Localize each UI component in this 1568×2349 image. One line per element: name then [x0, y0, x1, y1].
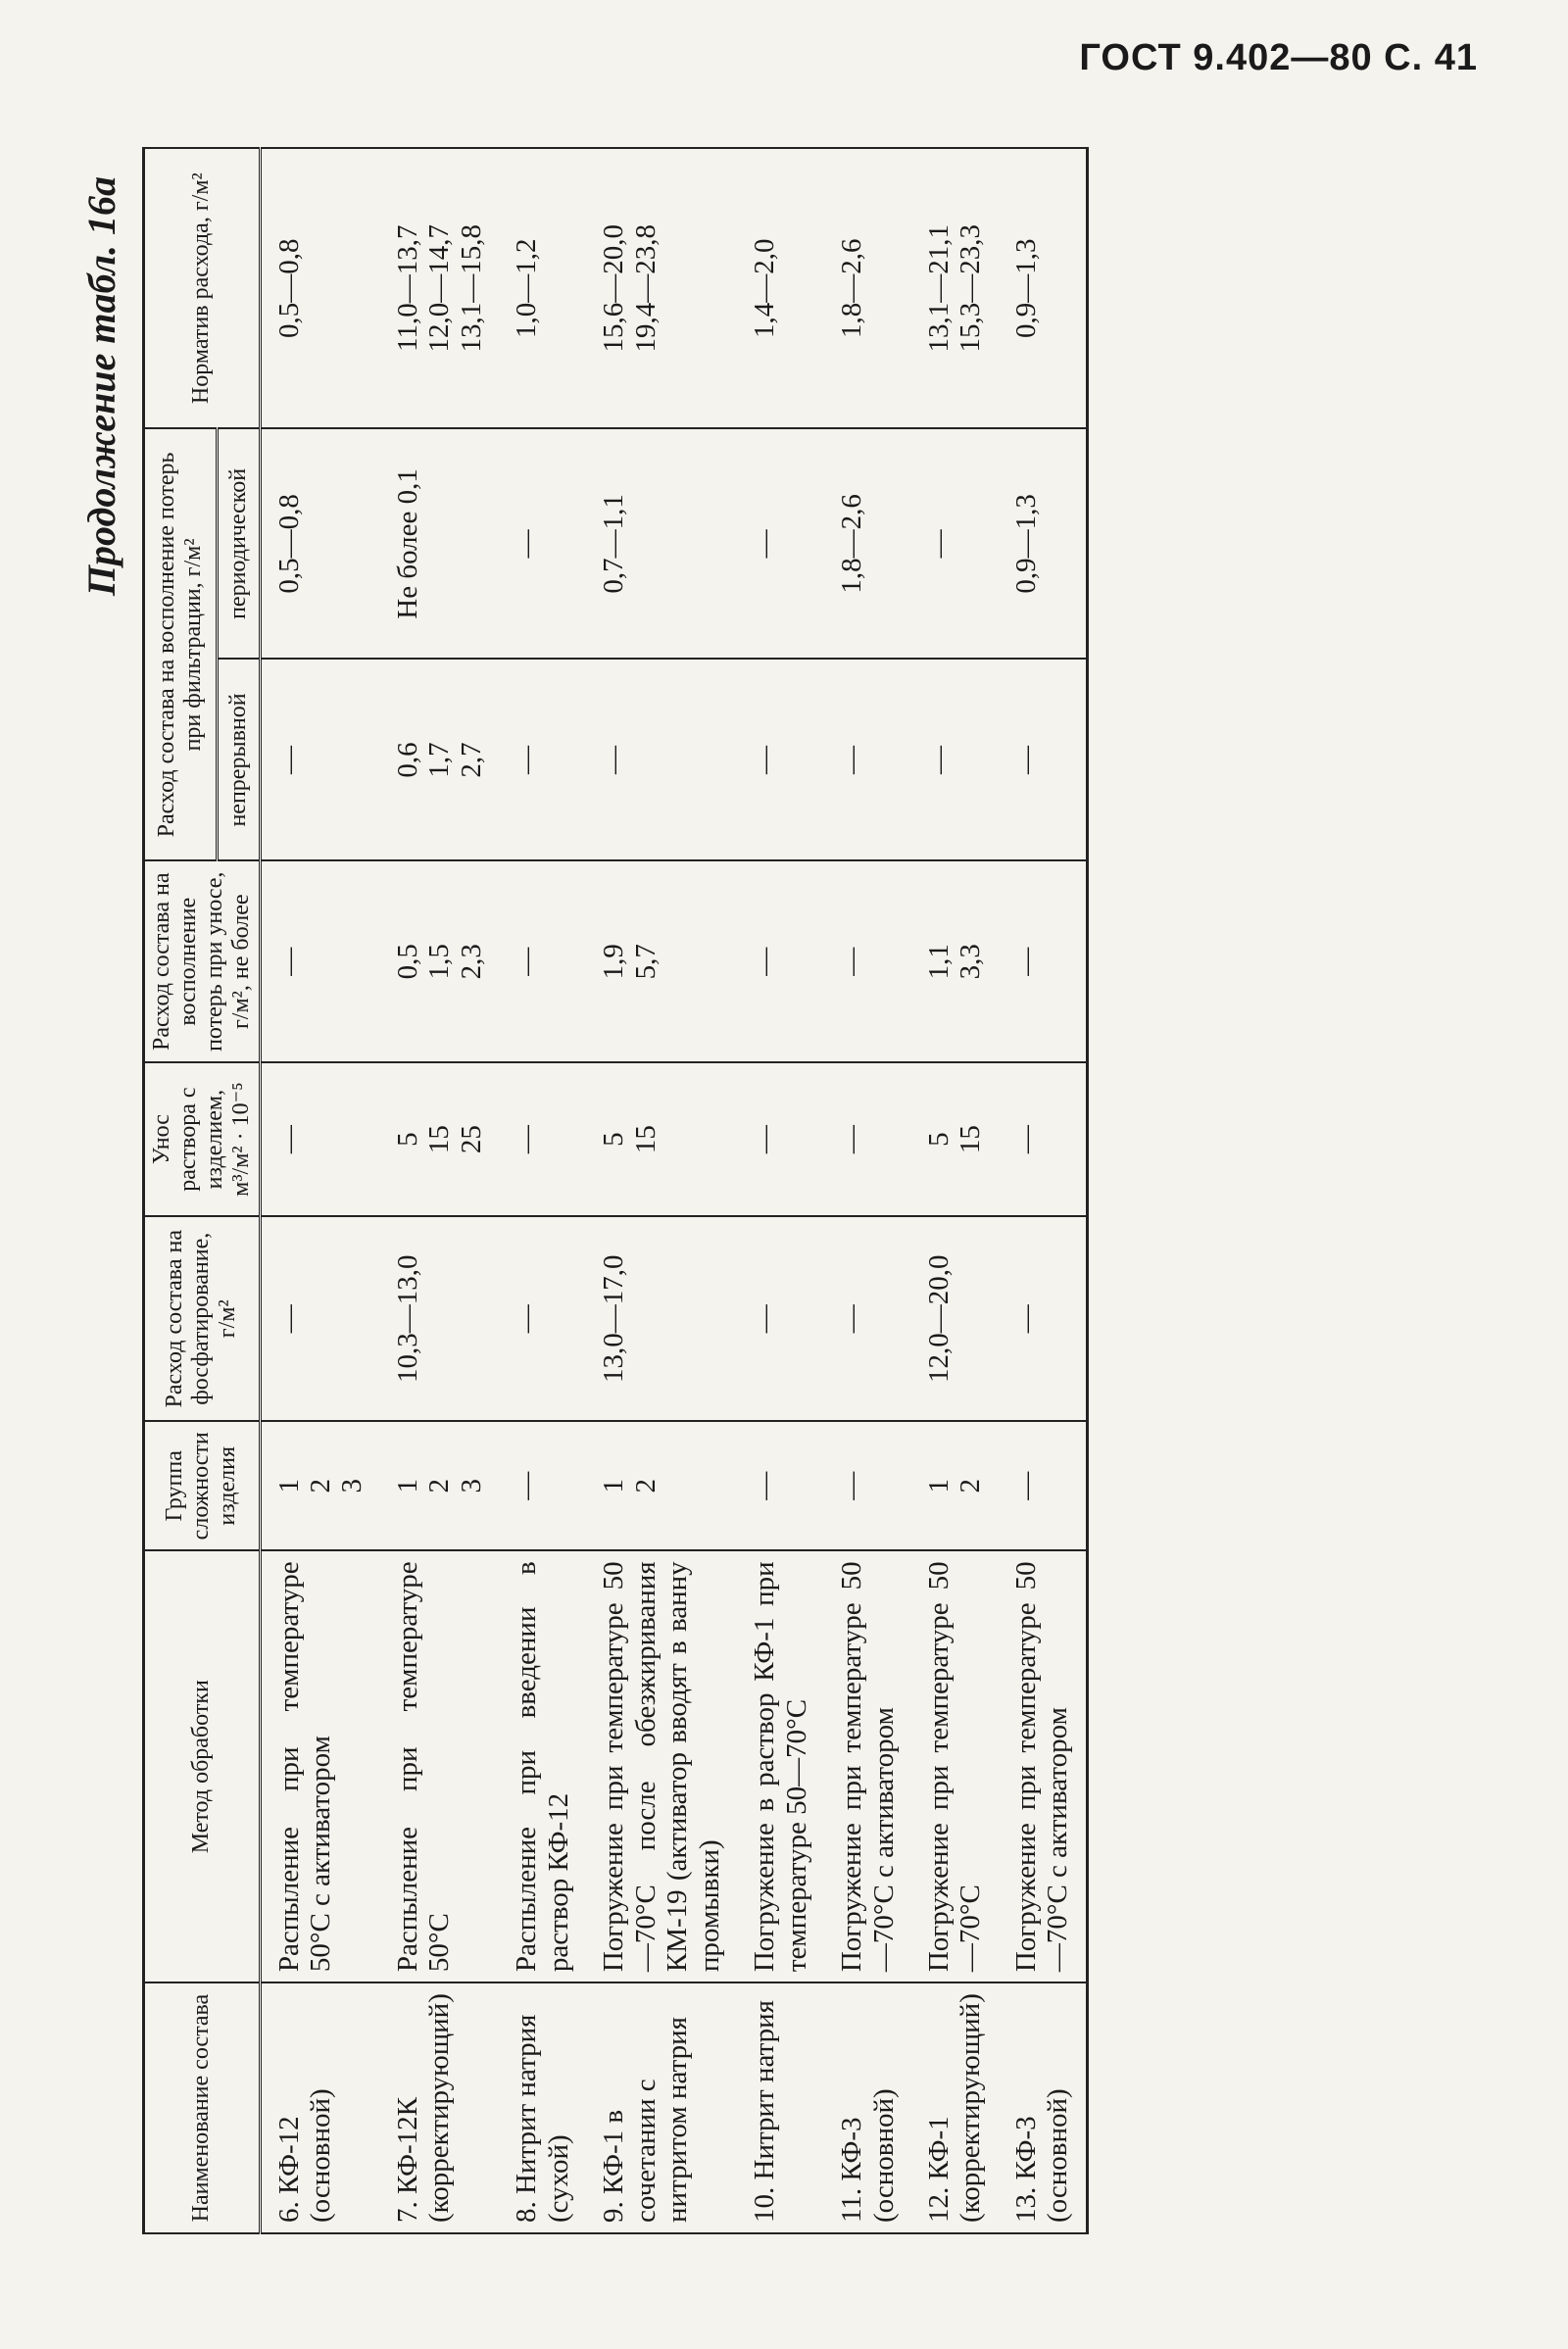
- cell-carry-loss: —: [824, 860, 911, 1062]
- page-header: ГОСТ 9.402—80 С. 41: [1079, 37, 1478, 78]
- col-header-continuous: непрерывной: [217, 659, 260, 860]
- cell-group: —: [499, 1421, 586, 1550]
- table-row: [499, 148, 586, 2233]
- cell-carryover: —: [499, 1062, 586, 1216]
- cell-periodic: 0,9—1,3: [999, 428, 1087, 659]
- cell-consumption: —: [999, 1216, 1087, 1421]
- cell-name: 13. КФ-3 (основной): [999, 1982, 1087, 2233]
- cell-carry-loss: 1,1 3,3: [911, 860, 999, 1062]
- cell-consumption: 13,0—17,0: [586, 1216, 737, 1421]
- cell-continuous: —: [737, 659, 824, 860]
- table-row: [911, 148, 999, 2233]
- table-row: [824, 148, 911, 2233]
- cell-norm: 13,1—21,1 15,3—23,3: [911, 148, 999, 428]
- cell-consumption: —: [260, 1216, 380, 1421]
- table-row: [260, 148, 380, 2233]
- cell-name: 12. КФ-1 (корректирующий): [911, 1982, 999, 2233]
- cell-consumption: 12,0—20,0: [911, 1216, 999, 1421]
- cell-method: Погружение при температуре 50—70°С с активатором: [999, 1550, 1087, 1982]
- cell-group: —: [737, 1421, 824, 1550]
- cell-name: 11. КФ-3 (основной): [824, 1982, 911, 2233]
- table-row: [737, 148, 824, 2233]
- cell-name: 9. КФ-1 в сочетании с нитритом натрия: [586, 1982, 737, 2233]
- cell-carryover: —: [999, 1062, 1087, 1216]
- cell-continuous: —: [824, 659, 911, 860]
- table-row: [586, 148, 737, 2233]
- cell-carry-loss: 0,5 1,5 2,3: [380, 860, 499, 1062]
- col-header-name: Наименование состава: [144, 1982, 261, 2233]
- cell-method: Погружение при температуре 50—70°С после обезжиривания КМ-19 (активатор вводят в ванну промывки): [586, 1550, 737, 1982]
- cell-method: Распыление при температуре 50°С с активатором: [260, 1550, 380, 1982]
- cell-norm: 0,9—1,3: [999, 148, 1087, 428]
- cell-group: 1 2: [586, 1421, 737, 1550]
- table-row: [380, 148, 499, 2233]
- cell-carryover: —: [260, 1062, 380, 1216]
- cell-periodic: —: [499, 428, 586, 659]
- cell-carryover: —: [737, 1062, 824, 1216]
- cell-group: 1 2 3: [260, 1421, 380, 1550]
- cell-continuous: —: [586, 659, 737, 860]
- cell-norm: 11,0—13,7 12,0—14,7 13,1—15,8: [380, 148, 499, 428]
- cell-carry-loss: —: [999, 860, 1087, 1062]
- cell-name: 8. Нитрит натрия (сухой): [499, 1982, 586, 2233]
- cell-name: 7. КФ-12К (корректирующий): [380, 1982, 499, 2233]
- cell-consumption: 10,3—13,0: [380, 1216, 499, 1421]
- rotated-table-frame: [69, 147, 1519, 2234]
- cell-method: Погружение в раствор КФ-1 при температуре 50—70°С: [737, 1550, 824, 1982]
- cell-group: 1 2 3: [380, 1421, 499, 1550]
- cell-continuous: 0,6 1,7 2,7: [380, 659, 499, 860]
- cell-carry-loss: —: [737, 860, 824, 1062]
- cell-periodic: 0,7—1,1: [586, 428, 737, 659]
- col-header-method: Метод обработки: [144, 1550, 261, 1982]
- cell-norm: 1,0—1,2: [499, 148, 586, 428]
- cell-name: 10. Нитрит натрия: [737, 1982, 824, 2233]
- cell-periodic: —: [911, 428, 999, 659]
- cell-group: —: [824, 1421, 911, 1550]
- cell-continuous: —: [911, 659, 999, 860]
- cell-carryover: 5 15: [586, 1062, 737, 1216]
- cell-norm: 1,4—2,0: [737, 148, 824, 428]
- cell-periodic: Не более 0,1: [380, 428, 499, 659]
- cell-consumption: —: [499, 1216, 586, 1421]
- cell-consumption: —: [737, 1216, 824, 1421]
- table-row: [999, 148, 1087, 2233]
- cell-continuous: —: [999, 659, 1087, 860]
- cell-norm: 0,5—0,8: [260, 148, 380, 428]
- cell-carryover: 5 15 25: [380, 1062, 499, 1216]
- cell-method: Распыление при введении в раствор КФ-12: [499, 1550, 586, 1982]
- cell-continuous: —: [260, 659, 380, 860]
- cell-periodic: —: [737, 428, 824, 659]
- cell-consumption: —: [824, 1216, 911, 1421]
- cell-periodic: 0,5—0,8: [260, 428, 380, 659]
- cell-group: —: [999, 1421, 1087, 1550]
- col-header-group: Группа сложности изделия: [144, 1421, 261, 1550]
- col-header-norm: Норматив расхода, г/м²: [144, 148, 261, 428]
- col-header-carryover: Унос раствора с изделием, м³/м² · 10⁻⁵: [144, 1062, 261, 1216]
- table-caption: Продолжение табл. 16а: [79, 176, 123, 597]
- col-header-filtration: Расход состава на восполнение потерь при фильтрации, г/м²: [144, 428, 218, 860]
- cell-group: 1 2: [911, 1421, 999, 1550]
- cell-method: Погружение при температуре 50—70°С: [911, 1550, 999, 1982]
- col-header-carry-loss: Расход состава на восполнение потерь при уносе, г/м², не более: [144, 860, 261, 1062]
- cell-name: 6. КФ-12 (основной): [260, 1982, 380, 2233]
- cell-method: Погружение при температуре 50—70°С с активатором: [824, 1550, 911, 1982]
- col-header-periodic: периодической: [217, 428, 260, 659]
- col-header-consumption: Расход состава на фосфатирование, г/м²: [144, 1216, 261, 1421]
- cell-carry-loss: —: [260, 860, 380, 1062]
- cell-method: Распыление при температуре 50°С: [380, 1550, 499, 1982]
- cell-carryover: 5 15: [911, 1062, 999, 1216]
- cell-norm: 15,6—20,0 19,4—23,8: [586, 148, 737, 428]
- consumption-table: [142, 147, 1089, 2234]
- cell-continuous: —: [499, 659, 586, 860]
- cell-carry-loss: —: [499, 860, 586, 1062]
- cell-carry-loss: 1,9 5,7: [586, 860, 737, 1062]
- cell-periodic: 1,8—2,6: [824, 428, 911, 659]
- cell-norm: 1,8—2,6: [824, 148, 911, 428]
- cell-carryover: —: [824, 1062, 911, 1216]
